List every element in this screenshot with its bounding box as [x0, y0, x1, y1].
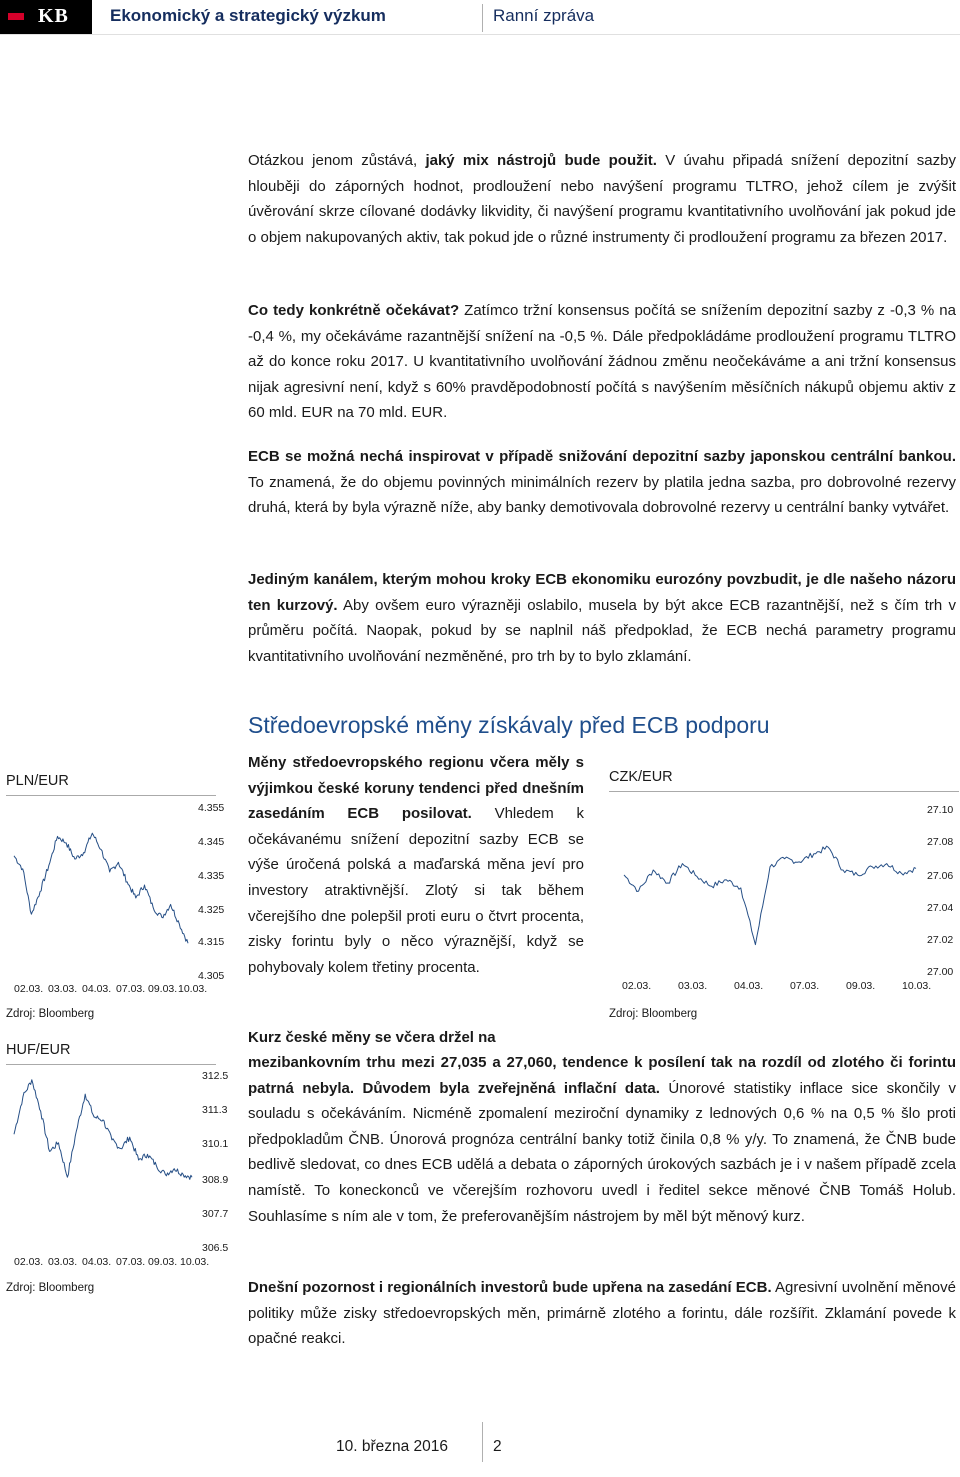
pln-xtick: 07.03.	[116, 983, 146, 995]
paragraph-2	[248, 298, 956, 426]
chart-pln-yaxis	[198, 800, 248, 980]
pln-ytick: 4.355	[198, 802, 225, 814]
czk-ytick: 27.08	[927, 836, 954, 848]
pln-ytick: 4.345	[198, 836, 225, 848]
chart-pln-title-rule	[6, 795, 216, 796]
chart-huf-source: Zdroj: Bloomberg	[6, 1282, 95, 1294]
huf-ytick: 307.7	[202, 1208, 229, 1220]
huf-ytick: 312.5	[202, 1070, 229, 1082]
chart-pln-title: PLN/EUR	[6, 773, 69, 789]
chart-czk-source: Zdroj: Bloomberg	[609, 1008, 698, 1020]
logo-red-bar	[8, 13, 24, 20]
huf-ytick: 311.3	[202, 1104, 228, 1116]
chart-czk-plot	[620, 798, 920, 968]
paragraph-3	[248, 444, 956, 521]
p2-rest: Zatímco tržní konsensus počítá se snížením depozitní sazby z -0,3 % na -0,4 %, my očekáváme razantnější snížení na -0,5 %. Dále předpokládáme prodloužení programu TLTRO až do konce roku 2017. U kvantitativního uvolňování žádnou změnu neočekáváme a ani tržní konsensus nijak agresivní není, když s 60% pravděpodobností počítá s navýšením měsíčních nákupů objemu aktiv z 60 mld. EUR na 70 mld. EUR.	[248, 302, 956, 422]
chart-czk-title: CZK/EUR	[609, 769, 673, 785]
logo-text: KB	[38, 5, 69, 27]
report-type: Ranní zpráva	[493, 6, 595, 25]
chart-pln-xaxis	[14, 983, 214, 997]
chart-huf-yaxis	[202, 1068, 242, 1258]
pln-xtick: 02.03.	[14, 983, 44, 995]
paragraph-5	[248, 750, 584, 980]
czk-xtick: 04.03.	[734, 980, 764, 992]
chart-huf-title-rule	[6, 1064, 216, 1065]
czk-xtick: 10.03.	[902, 980, 932, 992]
czk-ytick: 27.10	[927, 804, 954, 816]
paragraph-7	[248, 1275, 956, 1352]
czk-xtick: 02.03.	[622, 980, 652, 992]
p4-bold: Jediným kanálem, kterým mohou kroky ECB ekonomiku eurozóny povzbudit, je dle našeho názoru ten kurzový.	[248, 571, 956, 614]
huf-ytick: 306.5	[202, 1242, 229, 1254]
paragraph-4	[248, 567, 956, 669]
pln-xtick: 09.03.	[148, 983, 178, 995]
huf-ytick: 310.1	[202, 1138, 229, 1150]
huf-eur-series-line	[14, 1080, 192, 1180]
czk-xtick: 09.03.	[846, 980, 876, 992]
kb-logo	[0, 0, 92, 34]
p1-lead-bold: jaký mix nástrojů bude použit.	[425, 152, 657, 169]
paragraph-6-first-line	[248, 1025, 584, 1051]
p7-bold: Dnešní pozornost i regionálních investorů bude upřena na zasedání ECB.	[248, 1279, 772, 1296]
page-number: 2	[493, 1438, 502, 1455]
czk-ytick: 27.06	[927, 870, 954, 882]
p3-rest: To znamená, že do objemu povinných minimálních rezerv by platila jedna sazba, pro dobrovolné rezervy druhá, která by byla výrazně níže, aby banky demotivovala dobrovolné rezervy u centrální banky vytvářet.	[248, 473, 956, 517]
czk-eur-series-line	[624, 846, 916, 945]
chart-pln-source: Zdroj: Bloomberg	[6, 1008, 95, 1020]
p3-bold: ECB se možná nechá inspirovat v případě snižování depozitní sazby japonskou centrální bankou.	[248, 448, 956, 465]
chart-pln-plot	[10, 800, 192, 970]
footer-divider	[482, 1422, 483, 1462]
p7-rest: Agresivní uvolnění měnové politiky může zisky středoevropských měn, primárně zlotého a forintu, dále rozšířit. Zklamání povede k opačné reakci.	[248, 1279, 956, 1348]
p6-bold-b: mezibankovním trhu mezi 27,035 a 27,060, tendence k posílení tak na rozdíl od zlotého či forintu patrná nebyla. Důvodem byla zveřejněná inflační data.	[248, 1054, 956, 1097]
section-heading: Středoevropské měny získávaly před ECB podporu	[248, 712, 770, 738]
huf-xtick: 02.03.	[14, 1256, 44, 1268]
paragraph-1	[248, 148, 956, 250]
pln-ytick: 4.325	[198, 904, 225, 916]
chart-huf-plot	[10, 1070, 196, 1250]
czk-xtick: 03.03.	[678, 980, 708, 992]
header-rule	[0, 34, 960, 35]
huf-xtick: 07.03.	[116, 1256, 146, 1268]
pln-ytick: 4.305	[198, 970, 225, 982]
huf-xtick: 04.03.	[82, 1256, 112, 1268]
pln-xtick: 03.03.	[48, 983, 78, 995]
huf-xtick: 09.03.	[148, 1256, 178, 1268]
czk-ytick: 27.02	[927, 934, 954, 946]
footer-date: 10. března 2016	[336, 1438, 449, 1455]
pln-eur-series-line	[14, 833, 188, 943]
p2-bold: Co tedy konkrétně očekávat?	[248, 302, 460, 319]
department-title: Ekonomický a strategický výzkum	[110, 6, 386, 25]
chart-huf-title: HUF/EUR	[6, 1042, 71, 1058]
huf-ytick: 308.9	[202, 1174, 229, 1186]
paragraph-6	[248, 1050, 956, 1229]
czk-ytick: 27.04	[927, 902, 954, 914]
p4-rest: Aby ovšem euro výrazněji oslabilo, musela by být akce ECB razantnější, než s čím trh v průměru počítá. Naopak, pokud by se naplnil náš předpoklad, že ECB nechá parametry programu kvantitativního uvolňování nezměněné, pro trh by to bylo zklamání.	[248, 596, 957, 665]
czk-ytick: 27.00	[927, 966, 954, 978]
p5-bold: Měny středoevropského regionu včera měly s výjimkou české koruny tendenci před dnešním zasedáním ECB posilovat.	[248, 754, 584, 823]
pln-ytick: 4.315	[198, 936, 225, 948]
p6-bold-a: Kurz české měny se včera držel na	[248, 1029, 496, 1046]
p1-lead-pre: Otázkou jenom zůstává,	[248, 152, 426, 169]
pln-ytick: 4.335	[198, 870, 225, 882]
chart-czk-title-rule	[609, 791, 959, 792]
huf-xtick: 10.03.	[180, 1256, 210, 1268]
header-divider	[482, 4, 483, 32]
chart-huf-xaxis	[14, 1256, 214, 1270]
p6-rest: Únorové statistiky inflace sice skončily v souladu s očekáváním. Nicméně zpomalení meziroční dynamiky z lednových 0,6 % na 0,5 % šlo proti předpokladům ČNB. Únorová prognóza centrální banky totiž činila 0,8 % y/y. To znamená, že ČNB bude bedlivě sledovat, co dnes ECB udělá a debata o záporných úrokových sazbách je i v našem případě zcela namístě. To koneckonců ve včerejším rozhovoru uvedl i ředitel sekce měnové ČNB Tomáš Holub. Souhlasíme s ním ale v tom, že preferovanějším nástrojem by měl být měnový kurz.	[248, 1079, 956, 1225]
pln-xtick: 04.03.	[82, 983, 112, 995]
czk-xtick: 07.03.	[790, 980, 820, 992]
chart-czk-yaxis	[927, 800, 959, 980]
header-bar	[0, 0, 960, 34]
chart-czk-xaxis	[622, 980, 942, 994]
huf-xtick: 03.03.	[48, 1256, 78, 1268]
p1-rest: V úvahu připadá snížení depozitní sazby hlouběji do záporných hodnot, prodloužení nebo navýšení programu TLTRO, jehož cílem je zvýšit úvěrování skrze cílované dodávky likvidity, či navýšení programu kvantitativního uvolňování jak pokud jde o objem nakupovaných aktiv, tak pokud jde o různé instrumenty či prodloužení programu za březen 2017.	[248, 152, 956, 246]
p5-rest: Vhledem k očekávanému snížení depozitní sazby ECB se výše úročená polská a maďarská měna jeví pro investory atraktivnější. Zlotý si tak během včerejšího dne polepšil proti euru o čtvrt procenta, zisky forintu byly o něco výraznější, když se pohybovaly kolem třetiny procenta.	[248, 805, 584, 976]
pln-xtick: 10.03.	[178, 983, 208, 995]
